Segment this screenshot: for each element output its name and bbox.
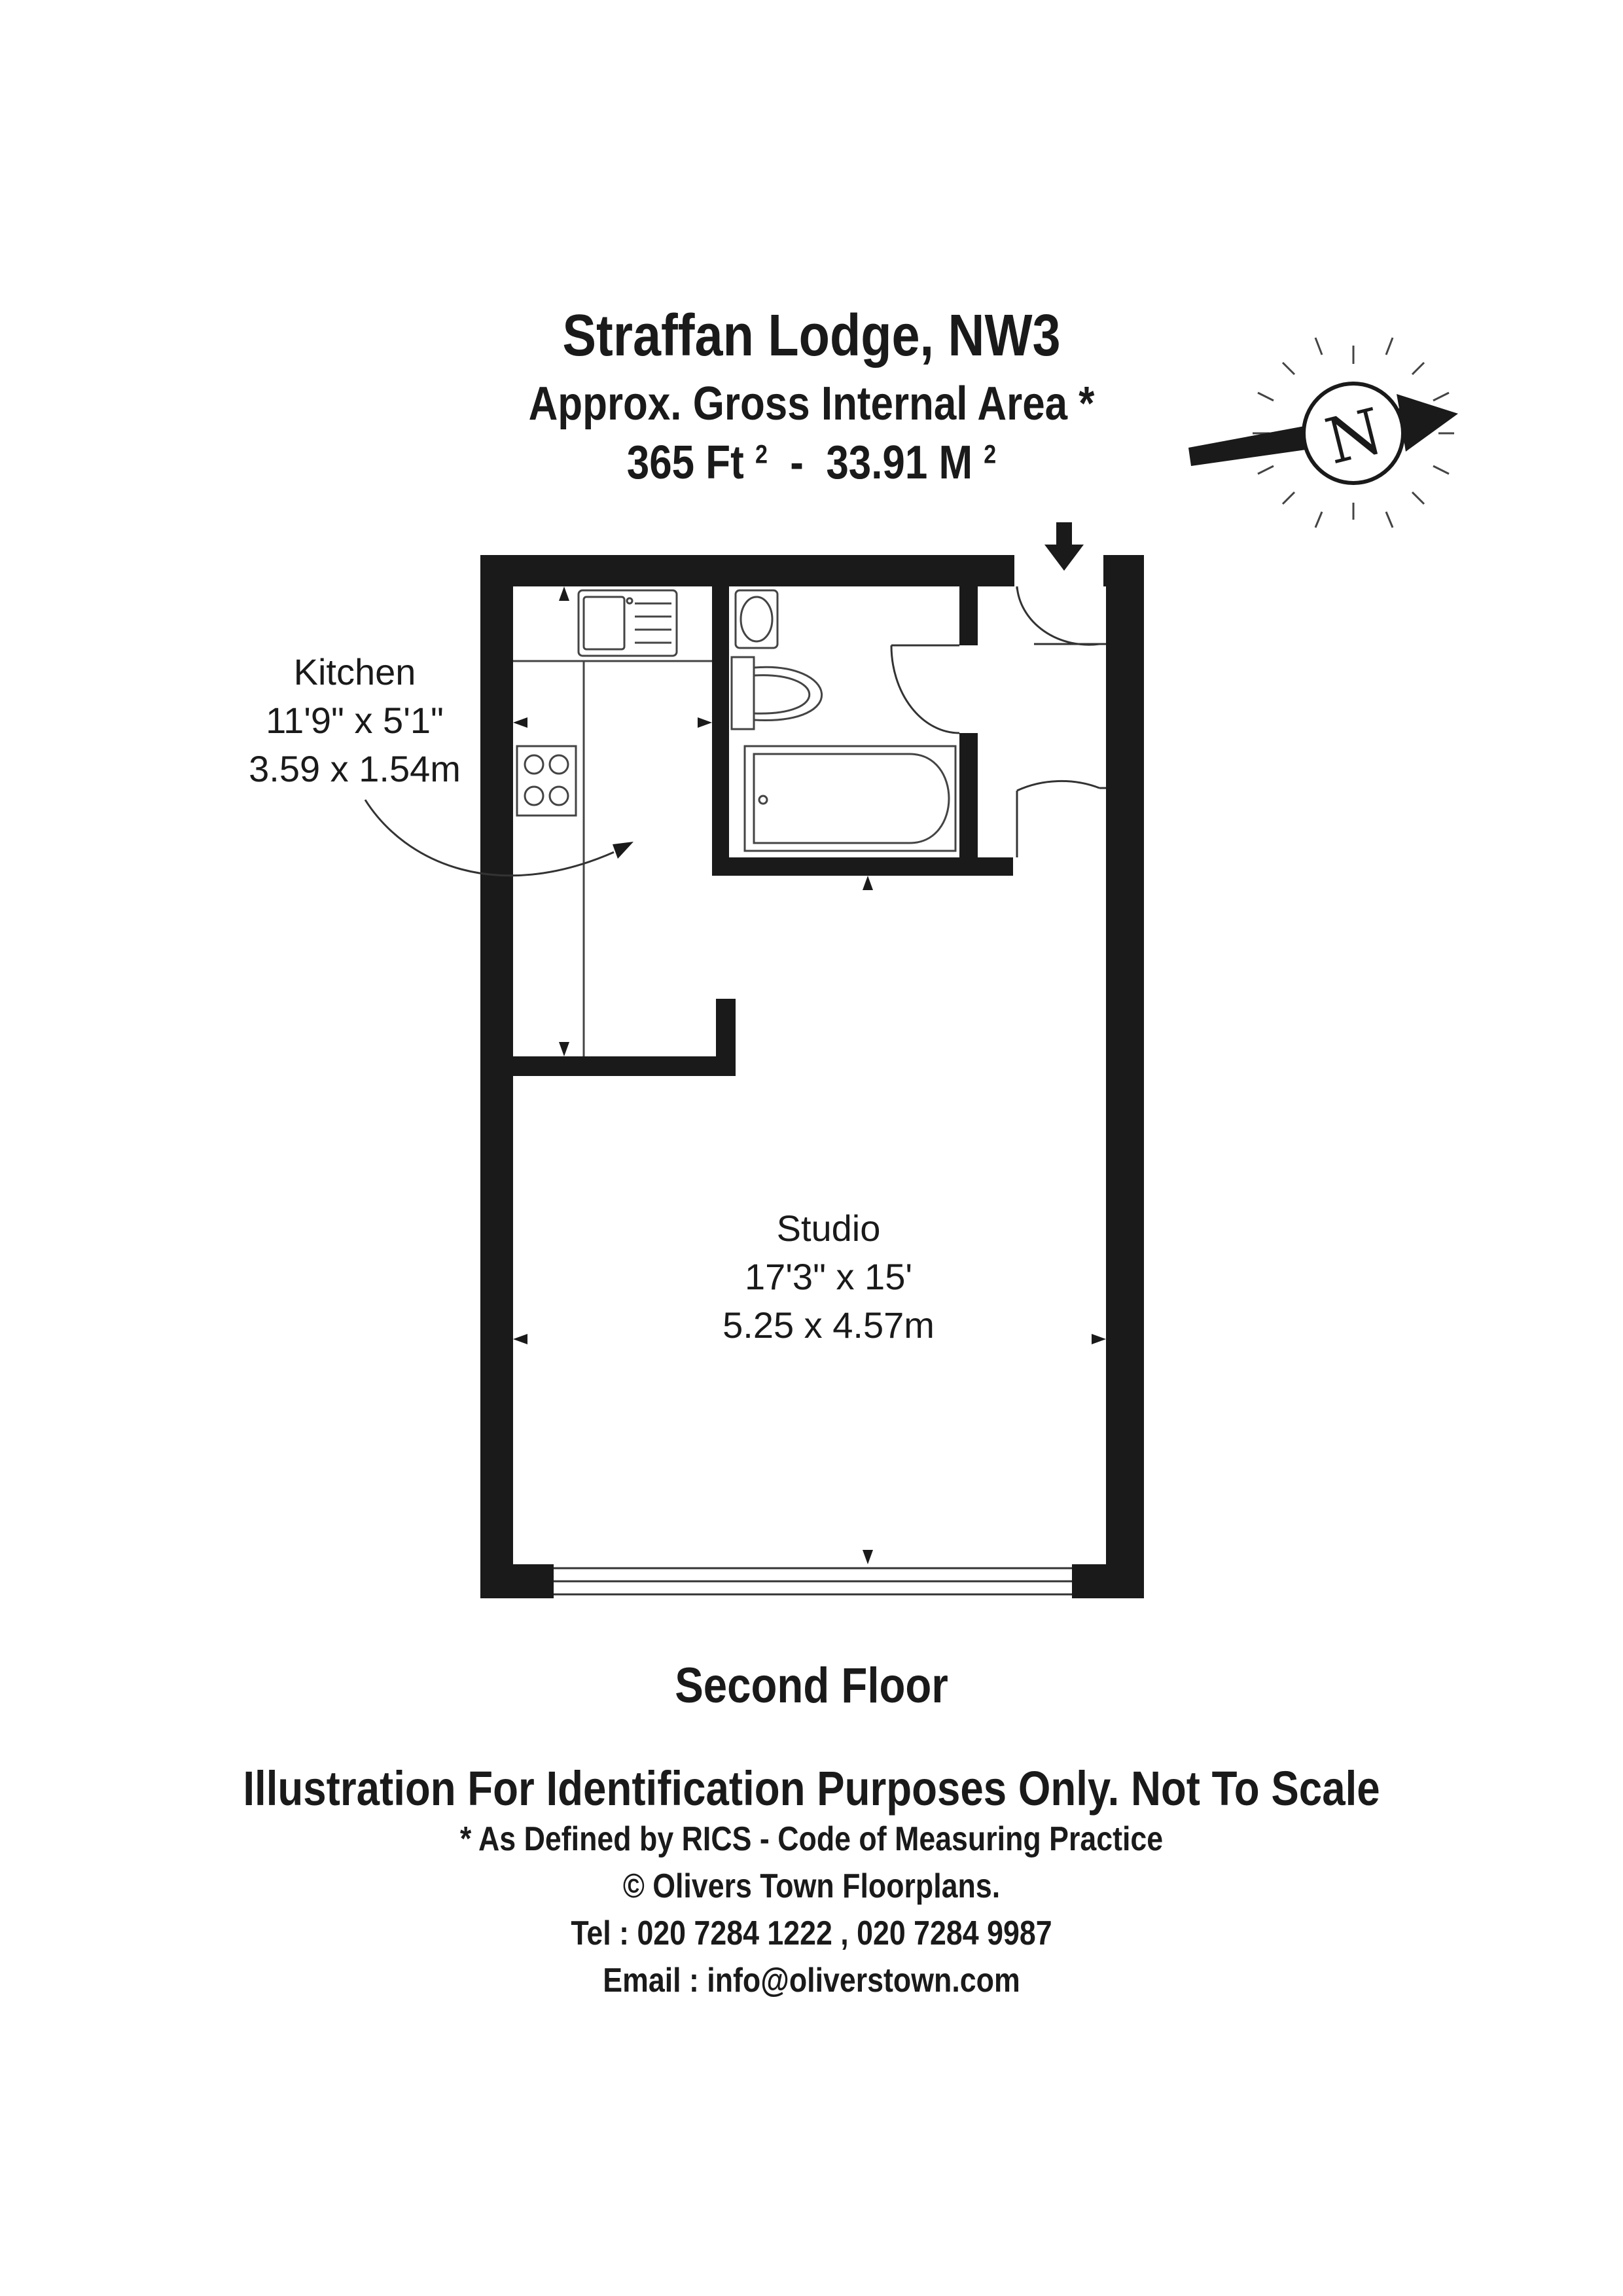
kitchen-sink — [579, 590, 677, 656]
area-m-superscript: 2 — [984, 440, 997, 469]
right-wall-upper — [1106, 555, 1144, 878]
compass-north-label: N — [1318, 394, 1390, 479]
bathroom-walls — [712, 586, 1013, 876]
kitchen-right-arrow — [698, 717, 712, 728]
floor-label: Second Floor — [675, 1658, 948, 1713]
outer-walls — [480, 555, 1144, 1598]
area-ft-superscript: 2 — [755, 440, 768, 469]
area-m-value: 33.91 M — [826, 437, 973, 489]
washbasin — [736, 590, 777, 648]
studio-metric: 5.25 x 4.57m — [722, 1304, 935, 1346]
kitchen-imperial: 11'9" x 5'1" — [266, 700, 444, 741]
bottom-wall-left — [480, 1564, 554, 1598]
right-wall-lower — [1106, 859, 1144, 1598]
disclaimer: Illustration For Identification Purposes Only. Not To Scale — [243, 1761, 1380, 1816]
kitchen-counter — [513, 661, 712, 1056]
left-wall — [480, 555, 513, 1598]
top-wall-left — [480, 555, 1014, 586]
area-separator: - — [790, 437, 804, 489]
studio-right-arrow — [1092, 1334, 1106, 1344]
area-ft-value: 365 Ft — [626, 437, 744, 489]
kitchen-left-arrow — [513, 717, 527, 728]
email-note: Email : info@oliverstown.com — [603, 1962, 1020, 2000]
area-subtitle: Approx. Gross Internal Area * — [528, 378, 1095, 430]
window — [554, 1568, 1072, 1594]
toilet — [732, 657, 822, 729]
copyright-note: © Olivers Town Floorplans. — [622, 1867, 1001, 1905]
kitchen-top-arrow — [559, 586, 569, 601]
compass-rose-icon — [1188, 338, 1458, 528]
kitchen-name: Kitchen — [293, 651, 416, 692]
doors — [891, 586, 1106, 857]
studio-bottom-arrow — [863, 1550, 873, 1564]
plan-title: Straffan Lodge, NW3 — [562, 303, 1061, 368]
studio-left-arrow — [513, 1334, 527, 1344]
studio-label — [698, 1204, 959, 1350]
bottom-wall-right — [1072, 1564, 1144, 1598]
entrance-arrow-icon — [1044, 522, 1084, 571]
studio-name: Studio — [776, 1208, 881, 1249]
kitchen-partition — [513, 999, 736, 1076]
kitchen-bottom-arrow — [559, 1042, 569, 1056]
studio-imperial: 17'3" x 15' — [744, 1256, 913, 1297]
studio-top-arrow — [863, 876, 873, 890]
kitchen-metric: 3.59 x 1.54m — [249, 748, 461, 789]
kitchen-label — [243, 648, 466, 793]
bathtub — [745, 746, 955, 851]
telephone-note: Tel : 020 7284 1222 , 020 7284 9987 — [571, 1914, 1052, 1952]
kitchen-hob — [517, 746, 576, 816]
rics-note: * As Defined by RICS - Code of Measuring Practice — [459, 1820, 1164, 1858]
